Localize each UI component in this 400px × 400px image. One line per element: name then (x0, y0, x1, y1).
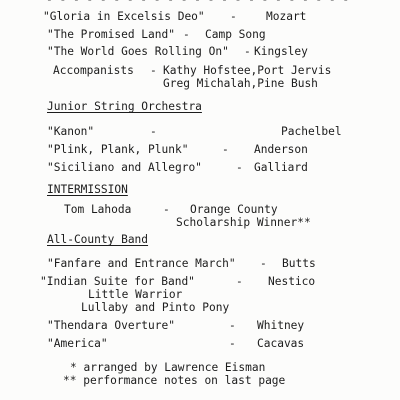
piece-composer: Cacavas (257, 337, 305, 350)
piece-composer: Mozart (266, 10, 307, 23)
piece-title: "Indian Suite for Band" (40, 275, 195, 288)
piece-title: "Siciliano and Allegro" (47, 161, 202, 174)
footnote-2: ** performance notes on last page (63, 374, 286, 387)
section-heading-all-county-band: All-County Band (47, 233, 149, 246)
accompanist-1: Kathy Hofstee,Port Jervis (163, 64, 332, 77)
piece-title: "America" (47, 337, 108, 350)
intermission-dash: - (163, 203, 170, 216)
piece-composer: Pachelbel (281, 125, 342, 138)
footnote-1: * arranged by Lawrence Eisman (70, 361, 266, 374)
piece-composer: Anderson (254, 143, 308, 156)
piece-title: "Fanfare and Entrance March" (47, 257, 236, 270)
piece-dash: - (229, 337, 236, 350)
piece-composer: Whitney (257, 319, 305, 332)
accompanists-dash: - (150, 64, 157, 77)
piece-dash: - (150, 125, 157, 138)
piece-title: "Plink, Plank, Plunk" (47, 143, 189, 156)
piece-composer: Nestico (268, 275, 316, 288)
piece-title: "Kanon" (47, 125, 95, 138)
piece-composer: Butts (282, 257, 316, 270)
piece-dash: - (229, 319, 236, 332)
piece-dash: - (236, 161, 243, 174)
suite-movement-1: Little Warrior (88, 288, 183, 301)
piece-dash: - (230, 10, 237, 23)
piece-composer: Kingsley (254, 45, 308, 58)
section-heading-junior-string-orchestra: Junior String Orchestra (47, 100, 202, 113)
piece-dash: - (183, 28, 190, 41)
accompanist-2: Greg Michalah,Pine Bush (163, 77, 318, 90)
piece-dash: - (244, 45, 251, 58)
piece-title: "The Promised Land" (47, 28, 175, 41)
scholarship-winner-name: Tom Lahoda (64, 203, 132, 216)
suite-movement-2: Lullaby and Pinto Pony (81, 301, 230, 314)
piece-composer: Camp Song (205, 28, 266, 41)
piece-title: "Thendara Overture" (47, 319, 175, 332)
piece-composer: Galliard (254, 161, 308, 174)
piece-dash: - (260, 257, 267, 270)
section-heading-intermission: INTERMISSION (47, 183, 128, 196)
piece-title: "Gloria in Excelsis Deo" (43, 10, 205, 23)
piece-title: "The World Goes Rolling On" (47, 45, 229, 58)
piece-dash: - (222, 143, 229, 156)
award-line-1: Orange County (190, 203, 278, 216)
cut-off-top-line (0, 0, 400, 4)
award-line-2: Scholarship Winner** (176, 216, 311, 229)
accompanists-label: Accompanists (53, 64, 134, 77)
piece-dash: - (236, 275, 243, 288)
cut-off-text (46, 0, 349, 4)
